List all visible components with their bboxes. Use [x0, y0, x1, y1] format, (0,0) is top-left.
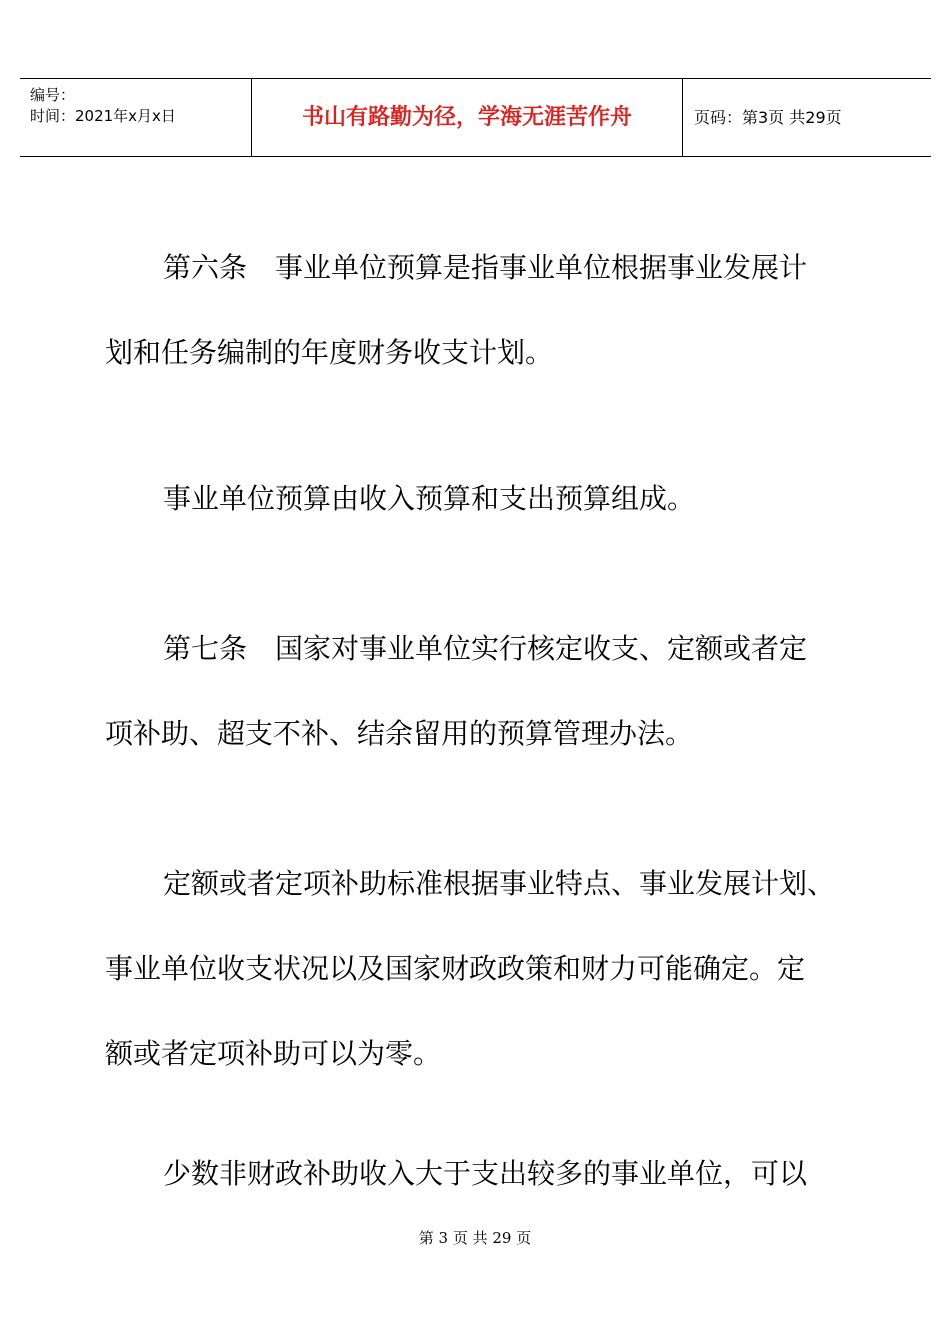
paragraph-line: 项补助、超支不补、结余留用的预算管理办法。 [105, 717, 694, 750]
paragraph-line: 事业单位收支状况以及国家财政政策和财力可能确定。定 [105, 952, 806, 985]
paragraph-budget-composition: 事业单位预算由收入预算和支出预算组成。 [163, 482, 696, 515]
paragraph-line: 额或者定项补助可以为零。 [105, 1037, 442, 1070]
document-number-label: 编号： [30, 86, 76, 104]
paragraph-article-7: 第七条 国家对事业单位实行核定收支、定额或者定 [163, 632, 808, 665]
header-meta [30, 85, 176, 127]
paragraph-line: 划和任务编制的年度财务收支计划。 [105, 336, 554, 369]
paragraph-article-6: 第六条 事业单位预算是指事业单位根据事业发展计 [163, 251, 808, 284]
header-page-info: 页码：第3页 共29页 [694, 108, 842, 127]
document-date: 时间：2021年x月x日 [30, 107, 176, 125]
page-header [20, 78, 931, 157]
page-footer: 第 3 页 共 29 页 [418, 1229, 532, 1247]
paragraph-subsidy-standard: 定额或者定项补助标准根据事业特点、事业发展计划、 [163, 867, 836, 900]
paragraph-non-fiscal-units: 少数非财政补助收入大于支出较多的事业单位，可以 [163, 1157, 808, 1190]
header-divider [682, 79, 683, 156]
header-motto: 书山有路勤为径，学海无涯苦作舟 [301, 105, 632, 130]
